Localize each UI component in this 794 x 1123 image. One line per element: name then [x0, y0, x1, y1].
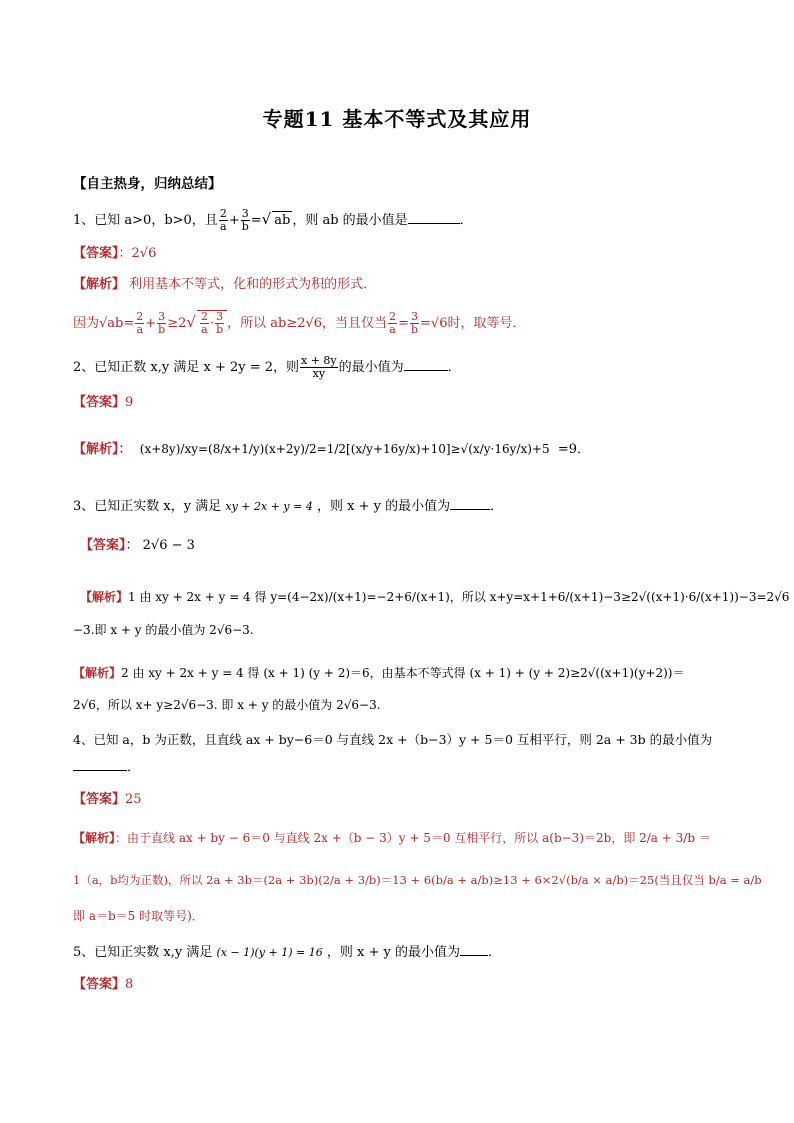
analysis-1: 【解析】 利用基本不等式，化和的形式为积的形式．	[73, 277, 377, 292]
answer-2: 【答案】9	[73, 395, 134, 410]
question-1: 1、已知 a>0，b>0，且 $\frac{2}{a}$ + $\frac{3}{b}$ =√ ab ，则 ab 的最小值是 ．	[73, 207, 473, 233]
analysis-1-line2: 因为√ab= $\frac{2}{a}$ + $\frac{3}{b}$ ≥2√ $\frac{2}{a}$ · $\frac{3}{b}$ ，所以 ab≥2√6，当且仅当 $\frac{2}{a}$ = $\frac{3}{b}$ =√6时，取等号．	[73, 310, 526, 336]
answer-3: 【答案】： 2√6 − 3	[80, 538, 195, 553]
answer-4: 【答案】25	[73, 792, 142, 807]
section-heading: 【自主热身，归纳总结】	[73, 176, 222, 192]
question-3: 3、已知正实数 x，y 满足 xy + 2x + y = 4 ，则 x + y 的最小值为 ．	[73, 499, 504, 514]
answer-5: 【答案】8	[73, 977, 134, 992]
question-4: 4、已知 a，b 为正数，且直线 ax + by−6＝0 与直线 2x +（b−3）y + 5＝0 互相平行，则 2a + 3b 的最小值为	[73, 732, 713, 747]
answer-blank	[408, 211, 460, 224]
answer-blank	[73, 758, 127, 771]
analysis-3b: 【解析】2 由 xy + 2x + y = 4 得 (x + 1) (y + 2)＝6，由基本不等式得 (x + 1) + (y + 2)≥2√((x+1)(y+2))＝	[73, 666, 685, 680]
analysis-3a: 【解析】1 由 xy + 2x + y = 4 得 y=(4−2x)/(x+1)=−2+6/(x+1)，所以 x+y=x+1+6/(x+1)−3≥2√((x+1)·6/(x+1))−3=2√6	[80, 590, 790, 604]
answer-blank	[450, 497, 490, 510]
analysis-2: 【解析】： (x+8y)/xy=(8/x+1/y)(x+2y)/2=1/2[(x/y+16y/x)+10]≥√(x/y·16y/x)+5 =9．	[73, 442, 591, 457]
page-title: 专题11 基本不等式及其应用	[262, 107, 532, 131]
question-2: 2、已知正数 x,y 满足 x + 2y = 2，则 $\frac{x + 8y}{xy}$ 的最小值为 ．	[73, 354, 461, 380]
answer-blank	[404, 358, 448, 371]
answer-blank	[460, 943, 488, 956]
question-4-blank: ．	[73, 758, 140, 777]
analysis-3a-line2: −3.即 x + y 的最小值为 2√6−3.	[73, 623, 254, 637]
answer-1: 【答案】：2√6	[73, 246, 157, 261]
analysis-4-line3: 即 a＝b＝5 时取等号)．	[73, 909, 204, 923]
question-5: 5、已知正实数 x,y 满足 (x − 1)(y + 1) = 16 ，则 x + y 的最小值为 ．	[73, 945, 501, 960]
analysis-4: 【解析】：由于直线 ax + by − 6＝0 与直线 2x +（b − 3）y + 5＝0 互相平行，所以 a(b−3)＝2b，即 2/a + 3/b ＝	[73, 831, 711, 845]
analysis-3b-line2: 2√6，所以 x+ y≥2√6−3. 即 x + y 的最小值为 2√6−3.	[73, 698, 381, 712]
analysis-4-line2: 1（a，b均为正数)，所以 2a + 3b＝(2a + 3b)(2/a + 3/b)＝13 + 6(b/a + a/b)≥13 + 6×2√(b/a × a/b)＝25(当且仅当 b/a = a/b	[73, 873, 762, 887]
